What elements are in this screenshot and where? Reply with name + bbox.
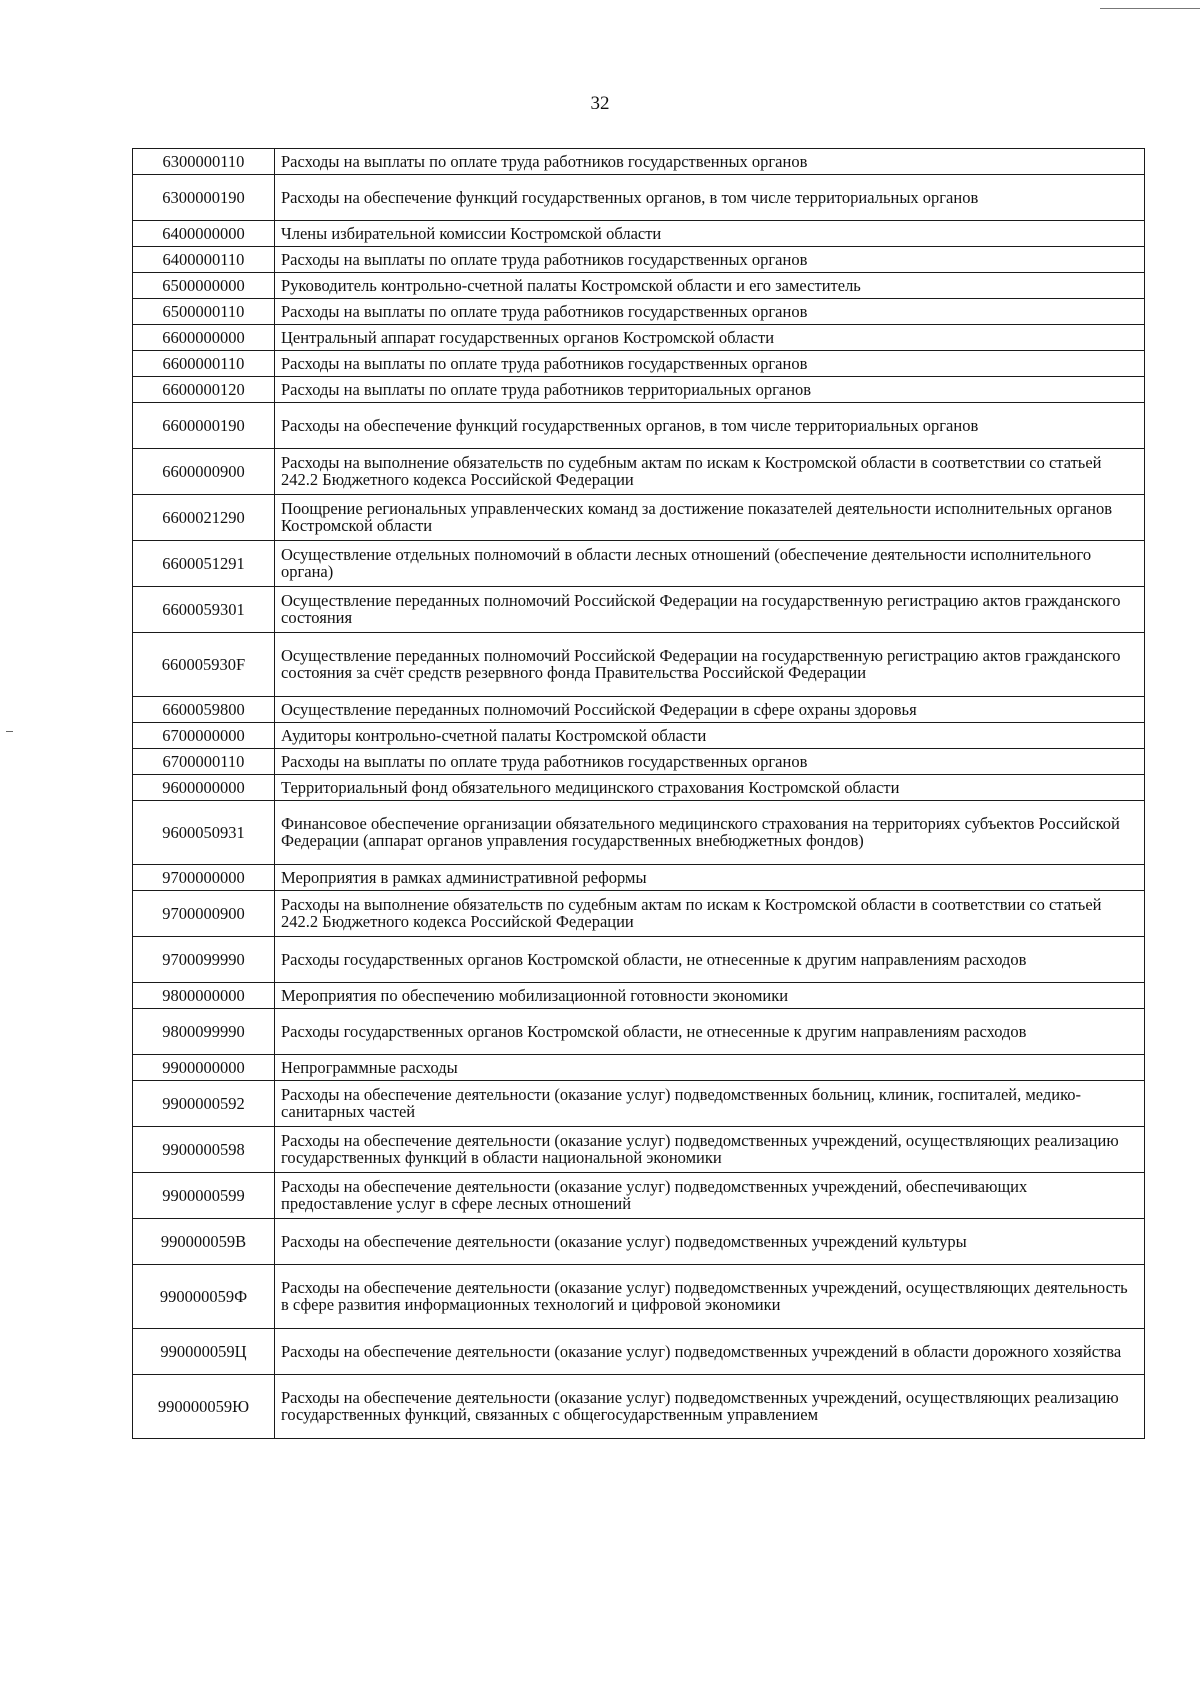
- table-row: [133, 1375, 1145, 1439]
- row-code: 6500000000: [133, 273, 275, 299]
- table-row: [133, 351, 1145, 377]
- row-description: Расходы на обеспечение деятельности (оказание услуг) подведомственных учреждений, обеспечивающих предоставление услуг в сфере лесных отношений: [275, 1173, 1145, 1219]
- row-description: Центральный аппарат государственных органов Костромской области: [275, 325, 1145, 351]
- row-description: Непрограммные расходы: [275, 1055, 1145, 1081]
- row-description: Осуществление переданных полномочий Российской Федерации на государственную регистрацию актов гражданского состояния: [275, 587, 1145, 633]
- table-row: [133, 495, 1145, 541]
- row-code: 6600059301: [133, 587, 275, 633]
- row-code: 9900000592: [133, 1081, 275, 1127]
- table-row: [133, 541, 1145, 587]
- table-row: [133, 633, 1145, 697]
- row-code: 6600000000: [133, 325, 275, 351]
- row-code: 6600051291: [133, 541, 275, 587]
- row-description: Расходы на обеспечение деятельности (оказание услуг) подведомственных учреждений, осуществляющих деятельность в сфере развития информационных технологий и цифровой экономики: [275, 1265, 1145, 1329]
- table-row: [133, 865, 1145, 891]
- row-description: Расходы на обеспечение деятельности (оказание услуг) подведомственных учреждений культуры: [275, 1219, 1145, 1265]
- row-description: Финансовое обеспечение организации обязательного медицинского страхования на территориях субъектов Российской Федерации (аппарат органов управления государственных внебюджетных фондов): [275, 801, 1145, 865]
- row-code: 6600000120: [133, 377, 275, 403]
- row-code: 9600050931: [133, 801, 275, 865]
- row-description: Расходы на выплаты по оплате труда работников территориальных органов: [275, 377, 1145, 403]
- row-description: Расходы на обеспечение деятельности (оказание услуг) подведомственных учреждений, осуществляющих реализацию государственных функций в области национальной экономики: [275, 1127, 1145, 1173]
- row-code: 9700099990: [133, 937, 275, 983]
- row-description: Расходы на обеспечение деятельности (оказание услуг) подведомственных учреждений в области дорожного хозяйства: [275, 1329, 1145, 1375]
- row-code: 9800099990: [133, 1009, 275, 1055]
- row-code: 6600059800: [133, 697, 275, 723]
- table-row: [133, 247, 1145, 273]
- table-row: [133, 723, 1145, 749]
- expense-codes-table: [132, 148, 1145, 1439]
- table-row: [133, 775, 1145, 801]
- row-description: Расходы на обеспечение деятельности (оказание услуг) подведомственных больниц, клиник, госпиталей, медико-санитарных частей: [275, 1081, 1145, 1127]
- row-description: Осуществление переданных полномочий Российской Федерации в сфере охраны здоровья: [275, 697, 1145, 723]
- row-code: 6300000110: [133, 149, 275, 175]
- row-description: Расходы на выплаты по оплате труда работников государственных органов: [275, 149, 1145, 175]
- table-row: [133, 149, 1145, 175]
- row-code: 9800000000: [133, 983, 275, 1009]
- row-code: 6500000110: [133, 299, 275, 325]
- table-row: [133, 1127, 1145, 1173]
- table-row: [133, 403, 1145, 449]
- table-row: [133, 891, 1145, 937]
- row-description: Расходы на обеспечение функций государственных органов, в том числе территориальных органов: [275, 403, 1145, 449]
- table-row: [133, 325, 1145, 351]
- table-row: [133, 1219, 1145, 1265]
- row-code: 660005930F: [133, 633, 275, 697]
- table-row: [133, 449, 1145, 495]
- row-code: 9600000000: [133, 775, 275, 801]
- row-code: 6600000900: [133, 449, 275, 495]
- table-row: [133, 377, 1145, 403]
- row-code: 6600021290: [133, 495, 275, 541]
- row-code: 9900000000: [133, 1055, 275, 1081]
- table-row: [133, 299, 1145, 325]
- table-row: [133, 1265, 1145, 1329]
- row-description: Расходы на выполнение обязательств по судебным актам по искам к Костромской области в соответствии со статьей 242.2 Бюджетного кодекса Российской Федерации: [275, 449, 1145, 495]
- table-row: [133, 937, 1145, 983]
- row-code: 990000059Ф: [133, 1265, 275, 1329]
- row-description: Расходы государственных органов Костромской области, не отнесенные к другим направлениям расходов: [275, 1009, 1145, 1055]
- row-description: Территориальный фонд обязательного медицинского страхования Костромской области: [275, 775, 1145, 801]
- row-description: Расходы на выплаты по оплате труда работников государственных органов: [275, 351, 1145, 377]
- row-description: Руководитель контрольно-счетной палаты Костромской области и его заместитель: [275, 273, 1145, 299]
- row-description: Мероприятия в рамках административной реформы: [275, 865, 1145, 891]
- table-row: [133, 983, 1145, 1009]
- row-code: 9900000598: [133, 1127, 275, 1173]
- row-code: 6600000110: [133, 351, 275, 377]
- row-description: Расходы на выплаты по оплате труда работников государственных органов: [275, 749, 1145, 775]
- margin-dash-mark: [6, 731, 13, 732]
- row-code: 990000059В: [133, 1219, 275, 1265]
- table-row: [133, 1055, 1145, 1081]
- row-code: 6700000110: [133, 749, 275, 775]
- row-code: 6400000000: [133, 221, 275, 247]
- row-code: 6400000110: [133, 247, 275, 273]
- row-description: Мероприятия по обеспечению мобилизационной готовности экономики: [275, 983, 1145, 1009]
- table-row: [133, 801, 1145, 865]
- row-code: 6600000190: [133, 403, 275, 449]
- row-description: Поощрение региональных управленческих команд за достижение показателей деятельности исполнительных органов Костромской области: [275, 495, 1145, 541]
- table-row: [133, 1329, 1145, 1375]
- row-description: Осуществление переданных полномочий Российской Федерации на государственную регистрацию актов гражданского состояния за счёт средств резервного фонда Правительства Российской Федерации: [275, 633, 1145, 697]
- table-row: [133, 1173, 1145, 1219]
- page-number: 32: [590, 93, 610, 114]
- row-code: 6700000000: [133, 723, 275, 749]
- row-code: 990000059Ю: [133, 1375, 275, 1439]
- codes-table: [132, 148, 1145, 1439]
- table-row: [133, 587, 1145, 633]
- row-description: Расходы на обеспечение деятельности (оказание услуг) подведомственных учреждений, осуществляющих реализацию государственных функций, связанных с общегосударственным управлением: [275, 1375, 1145, 1439]
- table-row: [133, 221, 1145, 247]
- row-description: Расходы на выполнение обязательств по судебным актам по искам к Костромской области в соответствии со статьей 242.2 Бюджетного кодекса Российской Федерации: [275, 891, 1145, 937]
- corner-line-mark: [1100, 8, 1200, 9]
- row-description: Расходы на выплаты по оплате труда работников государственных органов: [275, 299, 1145, 325]
- table-row: [133, 749, 1145, 775]
- row-description: Аудиторы контрольно-счетной палаты Костромской области: [275, 723, 1145, 749]
- row-code: 9700000900: [133, 891, 275, 937]
- row-code: 6300000190: [133, 175, 275, 221]
- table-row: [133, 697, 1145, 723]
- row-code: 9900000599: [133, 1173, 275, 1219]
- table-row: [133, 1009, 1145, 1055]
- row-description: Осуществление отдельных полномочий в области лесных отношений (обеспечение деятельности исполнительного органа): [275, 541, 1145, 587]
- row-description: Расходы на обеспечение функций государственных органов, в том числе территориальных органов: [275, 175, 1145, 221]
- table-row: [133, 175, 1145, 221]
- row-code: 9700000000: [133, 865, 275, 891]
- table-row: [133, 1081, 1145, 1127]
- row-description: Члены избирательной комиссии Костромской области: [275, 221, 1145, 247]
- row-description: Расходы на выплаты по оплате труда работников государственных органов: [275, 247, 1145, 273]
- row-code: 990000059Ц: [133, 1329, 275, 1375]
- table-row: [133, 273, 1145, 299]
- row-description: Расходы государственных органов Костромской области, не отнесенные к другим направлениям расходов: [275, 937, 1145, 983]
